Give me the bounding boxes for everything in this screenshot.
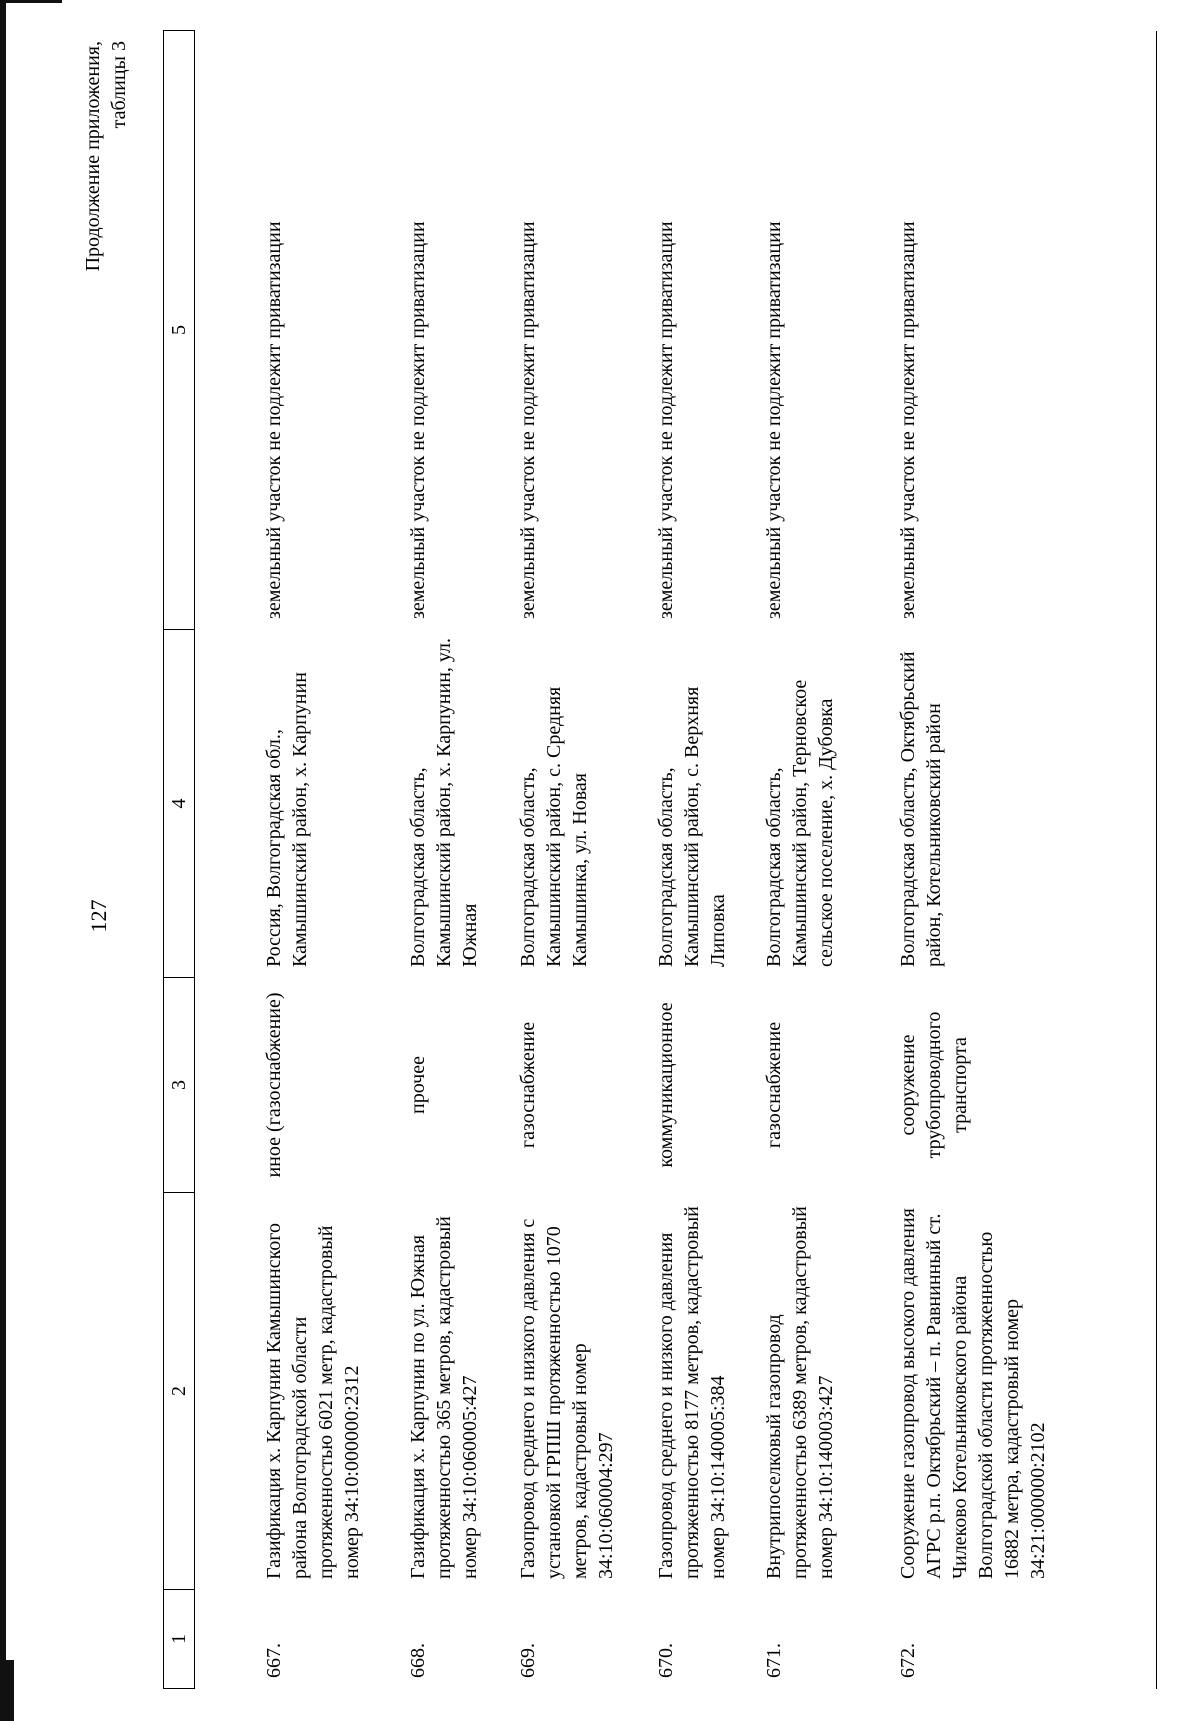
object-name: Сооружение газопровод высокого давления АГРС р.п. Октябрьский – п. Равнинный ст. Чилеково Котельниковского района Волгоградской области протяженностью 16882 метра, кадастровый номер 34:21:000000:2102 (897, 1208, 1049, 1579)
object-name: Газификация х. Карпунин по ул. Южная протяженностью 365 метров, кадастровый номер 34:10:060005:427 (407, 1216, 481, 1579)
object-note: земельный участок не подлежит приватизации (897, 221, 919, 619)
object-note: земельный участок не подлежит приватизации (763, 221, 785, 619)
object-address: Волгоградская область, Октябрьский район, Котельниковский район (897, 651, 945, 967)
table-row (515, 31, 653, 1689)
continuation-line-1: Продолжение приложения, (82, 41, 104, 272)
object-note: земельный участок не подлежит приватизации (655, 221, 677, 619)
object-name: Газификация х. Карпунин Камышинского района Волгоградской области протяженностью 6021 метр, кадастровый номер 34:10:000000:2312 (263, 1222, 363, 1579)
object-address: Волгоградская область, Камышинский район, х. Карпунин, ул. Южная (407, 637, 481, 967)
row-number: 668. (407, 1643, 429, 1678)
object-type: газоснабжение (763, 1021, 785, 1149)
row-number: 670. (655, 1643, 677, 1678)
object-note: земельный участок не подлежит приватизации (263, 221, 285, 619)
header-col-2: 2 (164, 1193, 195, 1590)
table-row (761, 31, 895, 1689)
table-row (195, 31, 406, 1689)
object-type: газоснабжение (517, 1021, 539, 1149)
object-address: Россия, Волгоградская обл., Камышинский район, х. Карпунин (263, 672, 311, 967)
header-col-3: 3 (164, 978, 195, 1193)
header-col-4: 4 (164, 630, 195, 978)
header-col-1: 1 (164, 1590, 195, 1689)
row-number: 671. (763, 1643, 785, 1678)
table-row (653, 31, 761, 1689)
header-col-5: 5 (164, 31, 195, 630)
object-type: иное (газоснабжение) (263, 992, 285, 1178)
row-number: 669. (517, 1643, 539, 1678)
object-address: Волгоградская область, Камышинский район, с. Средняя Камышинка, ул. Новая (517, 686, 591, 967)
table-row (895, 31, 1073, 1689)
object-name: Газопровод среднего и низкого давления протяженностью 8177 метров, кадастровый номер 34:10:140005:384 (655, 1206, 729, 1579)
continuation-line-2: таблицы 3 (108, 41, 130, 129)
object-type: прочее (407, 1056, 429, 1114)
table-bottom-rule (1156, 31, 1157, 1689)
header-row (164, 31, 195, 1689)
object-note: земельный участок не подлежит приватизации (407, 221, 429, 619)
object-note: земельный участок не подлежит приватизации (517, 221, 539, 619)
table-row (405, 31, 515, 1689)
objects-table (163, 30, 1073, 1689)
continuation-title (80, 41, 132, 341)
object-address: Волгоградская область, Камышинский район, с. Верхняя Липовка (655, 686, 729, 967)
page-number: 127 (86, 899, 111, 933)
object-type: коммуникационное (655, 1002, 677, 1168)
object-type: сооружение трубопроводного транспорта (897, 1011, 971, 1159)
object-address: Волгоградская область, Камышинский район, Терновское сельское поселение, х. Дубовка (763, 679, 837, 967)
row-number: 672. (897, 1643, 919, 1678)
row-number: 667. (263, 1643, 285, 1678)
object-name: Внутрипоселковый газопровод протяженностью 6389 метров, кадастровый номер 34:10:140003:427 (763, 1206, 837, 1579)
object-name: Газопровод среднего и низкого давления с установкой ГРПШ протяженностью 1070 метров, кадастровый номер 34:10:060004:297 (517, 1218, 617, 1579)
